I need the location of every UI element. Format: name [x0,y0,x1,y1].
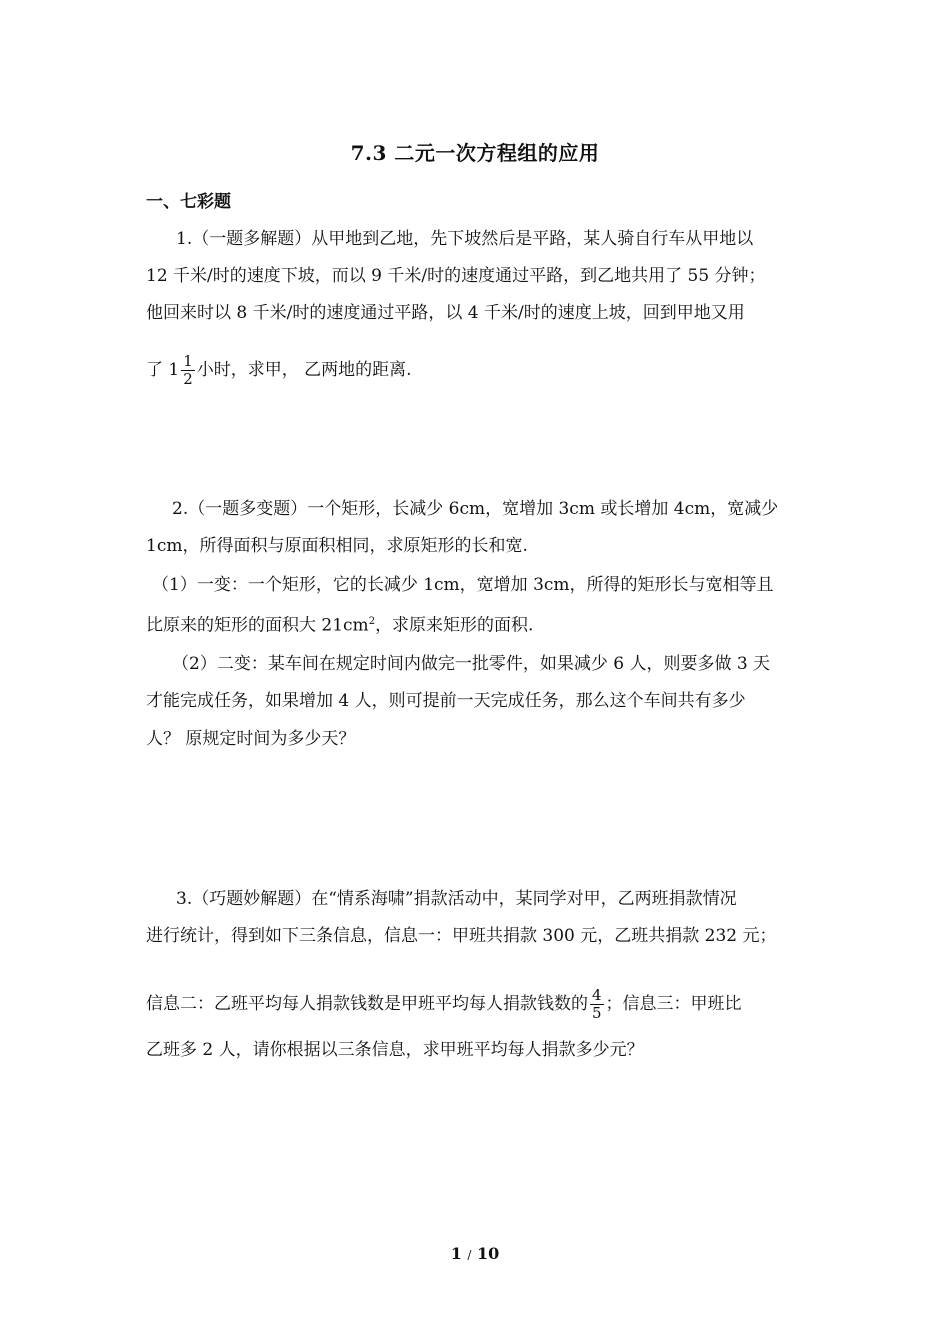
problem-1-line-2: 12 千米/时的速度下坡，而以 9 千米/时的速度通过平路，到乙地共用了 55 分钟； [146,266,766,286]
problem-1-line-3: 他回来时以 8 千米/时的速度通过平路，以 4 千米/时的速度上坡，回到甲地又用 [146,303,745,323]
problem-2-variant-1-line-2 [146,610,533,638]
superscript-squared: 2 [368,616,376,627]
problem-2-line-2: 1cm，所得面积与原面积相同，求原矩形的长和宽. [146,536,528,556]
page-separator: / [467,1248,472,1262]
problem-1-line-1: 1.（一题多解题）从甲地到乙地，先下坡然后是平路，某人骑自行车从甲地以 [176,229,754,249]
total-pages: 10 [477,1244,500,1263]
fraction-numerator: 1 [183,352,193,370]
problem-2-variant-2-line-3: 人？ 原规定时间为多少天？ [146,729,356,749]
problem-2-variant-2-line-1: （2）二变：某车间在规定时间内做完一批零件，如果减少 6 人，则要多做 3 天 [172,654,771,674]
variant-1-line-2-prefix: 比原来的矩形的面积大 21cm [146,615,369,636]
problem-3-line-4: 乙班多 2 人，请你根据以三条信息，求甲班平均每人捐款多少元？ [146,1040,644,1060]
problem-3-line-2: 进行统计，得到如下三条信息，信息一：甲班共捐款 300 元，乙班共捐款 232 元； [146,926,777,946]
problem-2-line-1: 2.（一题多变题）一个矩形，长减少 6cm，宽增加 3cm 或长增加 4cm，宽减少 [172,499,779,519]
fraction-denominator: 5 [592,1004,602,1022]
fraction-one-half [181,353,195,388]
problem-3-line-1: 3.（巧题妙解题）在“情系海啸”捐款活动中，某同学对甲，乙两班捐款情况 [176,889,737,909]
section-heading: 一、七彩题 [146,192,231,212]
problem-1-line-4 [146,353,412,388]
problem-3-line-3-prefix: 信息二：乙班平均每人捐款钱数是甲班平均每人捐款钱数的 [146,994,588,1014]
variant-1-line-2-suffix: ，求原来矩形的面积. [375,615,534,636]
problem-2-variant-1-line-1: （1）一变：一个矩形，它的长减少 1cm，宽增加 3cm，所得的矩形长与宽相等且 [152,575,774,595]
problem-1-line-4-suffix: 小时，求甲， 乙两地的距离. [196,360,412,380]
problem-2-variant-2-line-2: 才能完成任务，如果增加 4 人，则可提前一天完成任务，那么这个车间共有多少 [146,691,746,711]
page-number [0,1244,950,1263]
page-title: 7.3 二元一次方程组的应用 [350,141,600,165]
problem-3-line-3-suffix: ；信息三：甲班比 [605,994,742,1014]
fraction-four-fifths [590,987,604,1022]
problem-3-line-3 [146,987,742,1022]
current-page: 1 [450,1244,462,1263]
problem-1-line-4-prefix: 了 1 [146,360,180,380]
fraction-denominator: 2 [183,370,193,388]
fraction-numerator: 4 [592,986,602,1004]
